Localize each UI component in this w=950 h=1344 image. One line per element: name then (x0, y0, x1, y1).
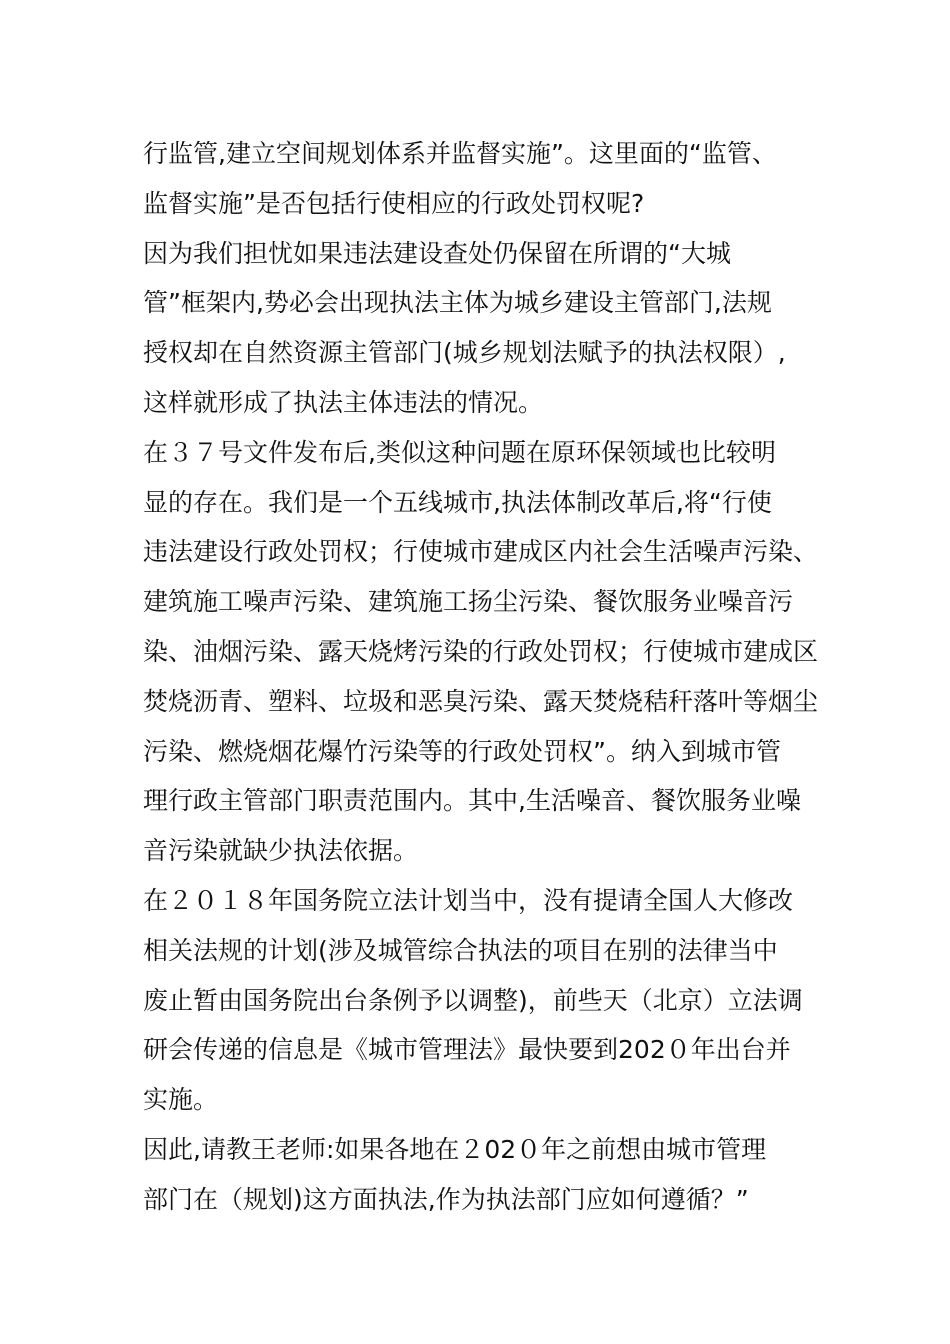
text-line: 部门在（规划)这方面执法,作为执法部门应如何遵循？” (143, 1184, 749, 1214)
text-line: 行监管,建立空间规划体系并监督实施”。这里面的“监管、 (143, 139, 777, 168)
text-line: 染、油烟污染、露天烧烤污染的行政处罚权；行使城市建成区 (143, 636, 819, 666)
text-line: 研会传递的信息是《城市管理法》最快要到202０年出台并 (143, 1035, 791, 1065)
text-line: 授权却在自然资源主管部门(城乡规划法赋予的执法权限）, (143, 338, 786, 368)
text-line: 监督实施”是否包括行使相应的行政处罚权呢? (143, 188, 645, 218)
document-body (143, 129, 823, 1225)
text-line: 因为我们担忧如果违法建设查处仍保留在所谓的“大城 (143, 238, 731, 268)
text-line: 废止暂由国务院出台条例予以调整)，前些天（北京）立法调 (143, 985, 803, 1015)
text-line: 在３７号文件发布后,类似这种问题在原环保领域也比较明 (143, 437, 776, 467)
text-line: 理行政主管部门职责范围内。其中,生活噪音、餐饮服务业噪 (143, 786, 801, 816)
text-line: 焚烧沥青、塑料、垃圾和恶臭污染、露天焚烧秸秆落叶等烟尘 (143, 686, 819, 716)
text-line: 相关法规的计划(涉及城管综合执法的项目在别的法律当中 (143, 935, 778, 965)
text-line: 实施。 (143, 1085, 219, 1115)
text-line: 这样就形成了执法主体违法的情况。 (143, 387, 544, 417)
text-line: 显的存在。我们是一个五线城市,执法体制改革后,将“行使 (143, 487, 772, 517)
text-line: 违法建设行政处罚权；行使城市建成区内社会生活噪声污染、 (143, 537, 819, 567)
text-line: 建筑施工噪声污染、建筑施工扬尘污染、餐饮服务业噪音污 (143, 587, 794, 617)
text-line: 因此,请教王老师:如果各地在２02０年之前想由城市管理 (143, 1134, 767, 1164)
text-line: 污染、燃烧烟花爆竹污染等的行政处罚权”。纳入到城市管 (143, 736, 781, 766)
text-line: 管”框架内,势必会出现执法主体为城乡建设主管部门,法规 (143, 288, 772, 318)
text-line: 音污染就缺少执法依据。 (143, 836, 419, 866)
text-line: 在２０１８年国务院立法计划当中，没有提请全国人大修改 (143, 885, 794, 915)
